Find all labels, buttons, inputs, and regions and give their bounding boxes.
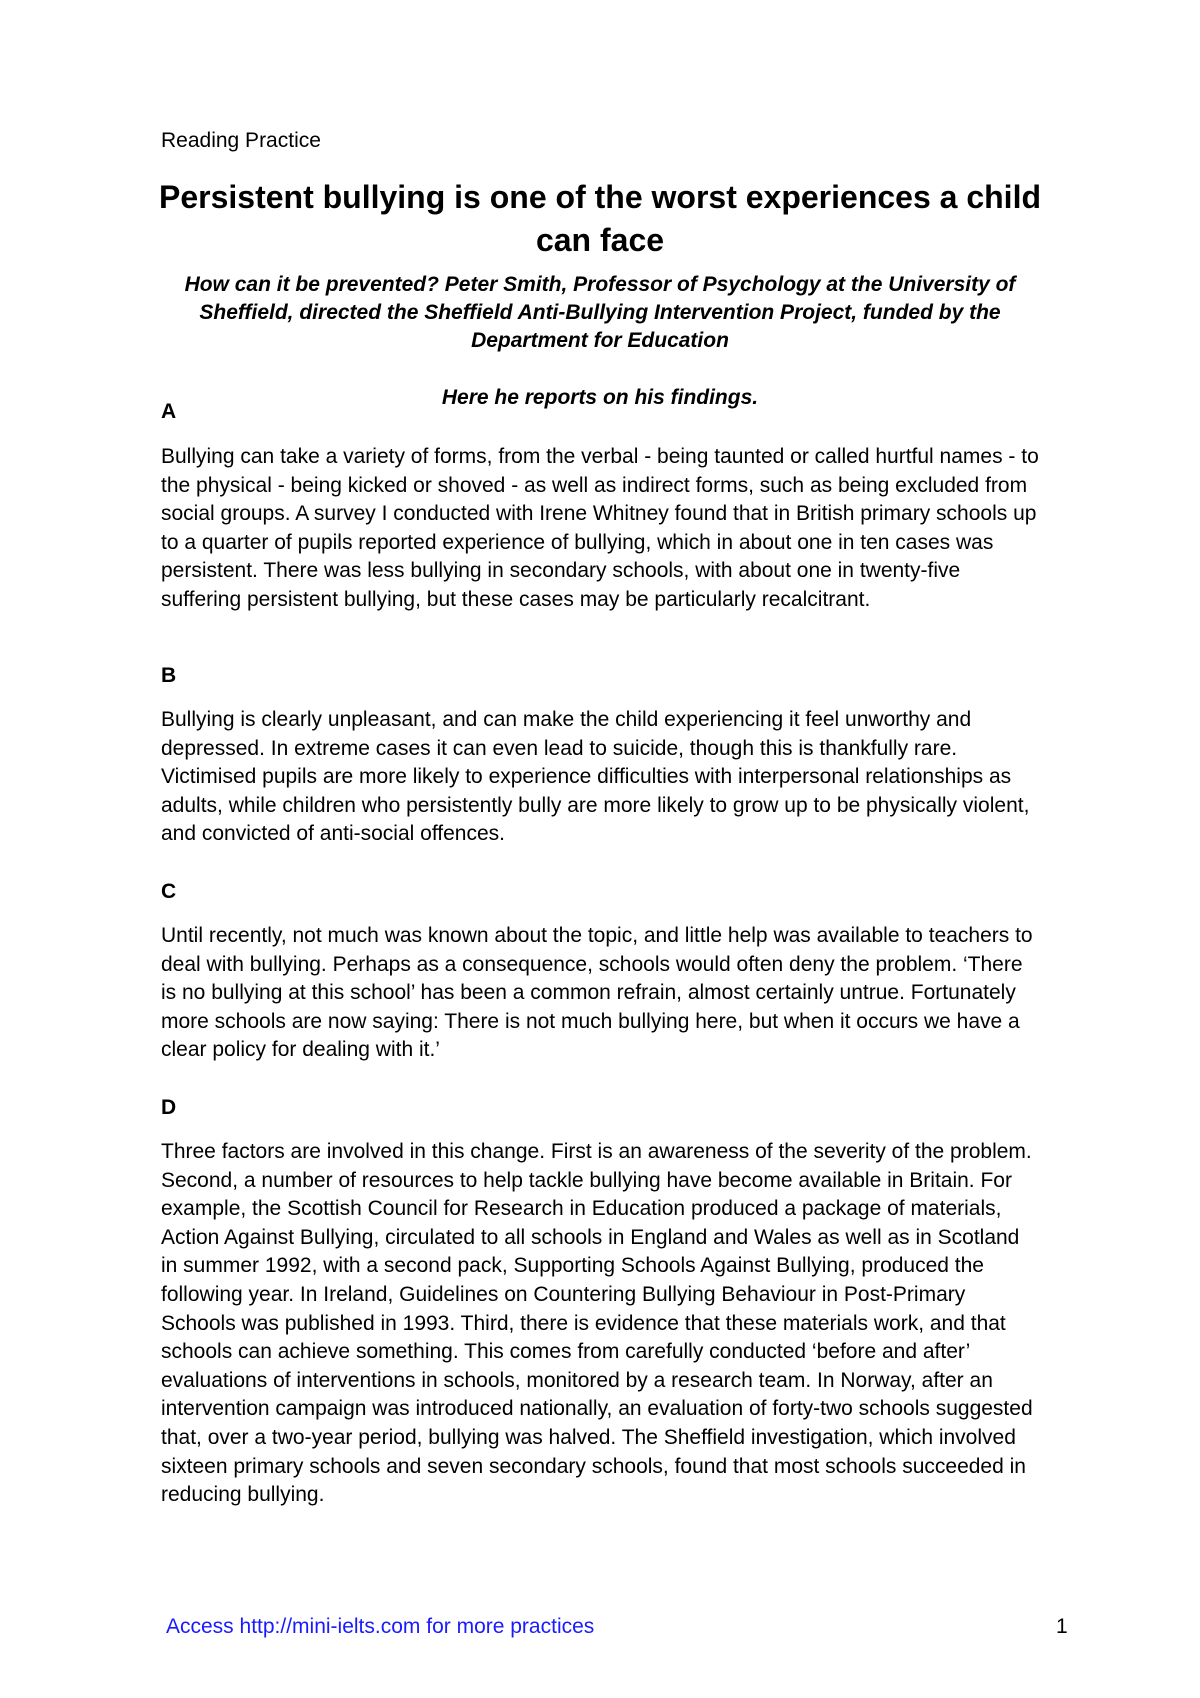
page-number: 1 — [1056, 1615, 1068, 1638]
footer-link[interactable]: Access http://mini-ielts.com for more practices — [166, 1615, 595, 1638]
article-subtitle: How can it be prevented? Peter Smith, Professor of Psychology at the University of Sheffield, directed the Sheffield Anti-Bullying Intervention Project, funded by the Department for Education — [184, 273, 1016, 352]
section-letter-d: D — [161, 1096, 177, 1119]
section-letter-c: C — [161, 880, 177, 903]
section-text-d: Three factors are involved in this change. First is an awareness of the severity of the problem. Second, a number of resources to help tackle bullying have become available in Britain. For example, the Scottish Council for Research in Education produced a package of materials, Action Against Bullying, circulated to all schools in England and Wales as well as in Scotland in summer 1992, with a second pack, Supporting Schools Against Bullying, produced the following year. In Ireland, Guidelines on Countering Bullying Behaviour in Post-Primary Schools was published in 1993. Third, there is evidence that these materials work, and that schools can achieve something. This comes from carefully conducted ‘before and after’ evaluations of interventions in schools, monitored by a research team. In Norway, after an intervention campaign was introduced nationally, an evaluation of forty-two schools suggested that, over a two-year period, bullying was halved. The Sheffield investigation, which involved sixteen primary schools and seven secondary schools, found that most schools succeeded in reducing bullying. — [161, 1140, 1033, 1507]
section-text-c: Until recently, not much was known about the topic, and little help was available to teachers to deal with bullying. Perhaps as a consequence, schools would often deny the problem. ‘There is no bullying at this school’ has been a common refrain, almost certainly untrue. Fortunately more schools are now saying: There is not much bullying here, but when it occurs we have a clear policy for dealing with it.’ — [161, 924, 1033, 1062]
section-letter-b: B — [161, 664, 177, 687]
page-header-label: Reading Practice — [161, 129, 321, 152]
article-title: Persistent bullying is one of the worst experiences a child can face — [158, 179, 1041, 258]
section-letter-a: A — [161, 400, 177, 423]
section-text-b: Bullying is clearly unpleasant, and can make the child experiencing it feel unworthy and depressed. In extreme cases it can even lead to suicide, though this is thankfully rare. Victimised pupils are more likely to experience difficulties with interpersonal relationships as adults, while children who persistently bully are more likely to grow up to be physically violent, and convicted of anti-social offences. — [161, 708, 1030, 846]
article-report-line: Here he reports on his findings. — [441, 386, 759, 409]
section-text-a: Bullying can take a variety of forms, from the verbal - being taunted or called hurtful names - to the physical - being kicked or shoved - as well as indirect forms, such as being excluded from social groups. A survey I conducted with Irene Whitney found that in British primary schools up to a quarter of pupils reported experience of bullying, which in about one in ten cases was persistent. There was less bullying in secondary schools, with about one in twenty-five suffering persistent bullying, but these cases may be particularly recalcitrant. — [161, 445, 1039, 611]
